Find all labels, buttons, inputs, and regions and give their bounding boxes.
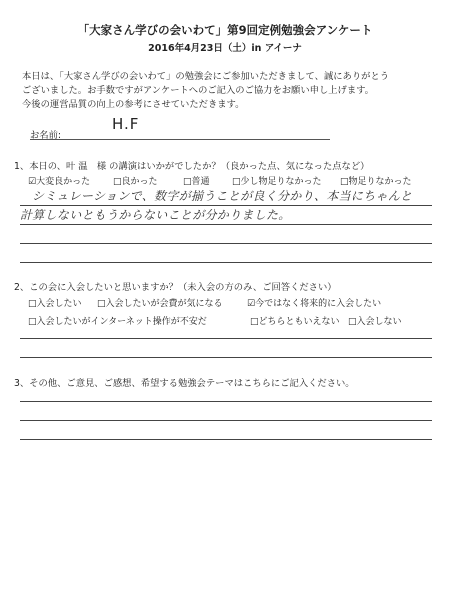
q3-answer-rule-2 [20,420,432,421]
q1-answer-rule-4 [20,262,432,263]
q1-handwritten-answer-2: 計算しないともうからないことが分かりました。 [20,208,291,222]
q3-answer-rule-1 [20,401,432,402]
name-underline [30,139,330,140]
question-2: 2、この会に入会したいと思いますか？（未入会の方のみ、ご回答ください） [14,282,337,293]
question-1: 1、本日の、叶 温 様 の講演はいかがでしたか？（良かった点、気になった点など） [14,161,370,172]
q1-handwritten-answer-1: シミュレーションで、数字が揃うことが良く分かり、本当にちゃんと [32,189,413,203]
q2-option-join-internet-concern[interactable]: □入会したいがインターネット操作が不安だ [28,317,207,327]
name-label: お名前: [30,130,62,141]
name-value: H.F [112,115,140,133]
survey-title: 「大家さん学びの会いわて」第9回定例勉強会アンケート [77,23,373,37]
survey-date: 2016年4月23日（土）in アイーナ [148,43,302,54]
q2-option-undecided[interactable]: □どちらともいえない [250,317,340,327]
q2-option-join[interactable]: □入会したい [28,299,82,309]
q1-option-good[interactable]: □良かった [113,177,158,187]
intro-line-2: ございました。お手数ですがアンケートへのご記入のご協力をお願い申し上げます。 [22,85,374,96]
q2-option-join-future[interactable]: ☑今ではなく将来的に入会したい [247,299,382,309]
intro-line-1: 本日は、「大家さん学びの会いわて」の勉強会にご参加いただきまして、誠にありがとう [22,71,390,82]
q1-option-very-good[interactable]: ☑大変良かった [28,177,91,187]
q1-answer-rule-2 [20,224,432,225]
q2-answer-rule-2 [20,357,432,358]
q1-option-slightly-lacking[interactable]: □少し物足りなかった [232,177,322,187]
q1-answer-rule-3 [20,243,432,244]
question-3: 3、その他、ご意見、ご感想、希望する勉強会テーマはこちらにご記入ください。 [14,378,355,389]
q1-option-average[interactable]: □普通 [183,177,210,187]
q1-option-lacking[interactable]: □物足りなかった [340,177,412,187]
q3-answer-rule-3 [20,439,432,440]
q2-option-join-fee-concern[interactable]: □入会したいが会費が気になる [97,299,223,309]
q2-answer-rule-1 [20,338,432,339]
q2-option-not-join[interactable]: □入会しない [348,317,402,327]
intro-line-3: 今後の運営品質の向上の参考にさせていただきます。 [22,99,245,110]
